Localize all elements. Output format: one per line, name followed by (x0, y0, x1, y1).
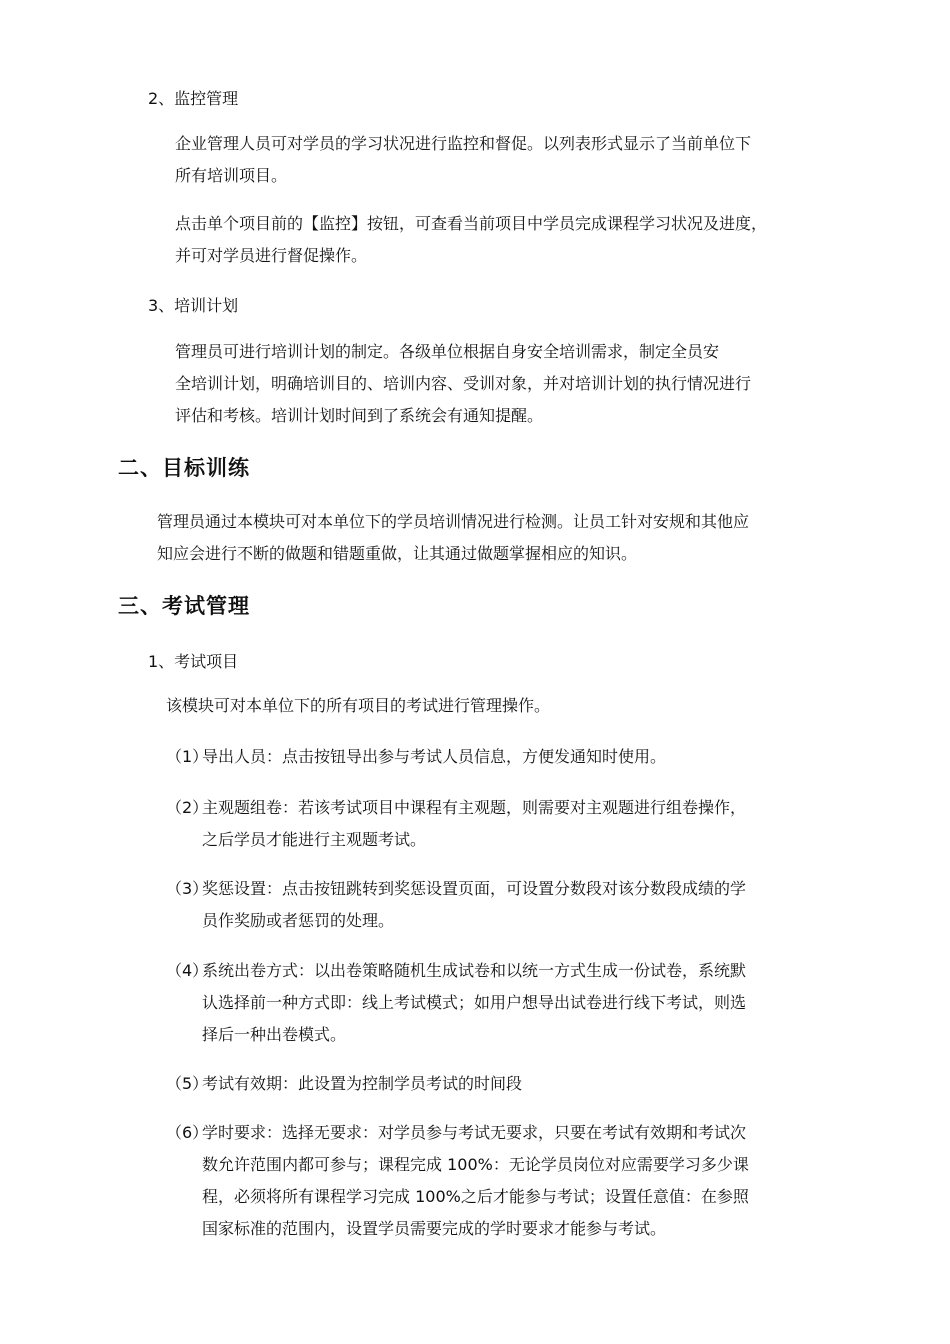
text-line: 员作奖励或者惩罚的处理。 (202, 911, 395, 930)
text-line: 奖惩设置：点击按钮跳转到奖惩设置页面，可设置分数段对该分数段成绩的学 (202, 879, 747, 898)
chapter-heading-target-training: 二、目标训练 (118, 456, 250, 480)
text-line: 知应会进行不断的做题和错题重做，让其通过做题掌握相应的知识。 (157, 544, 638, 563)
list-item (166, 792, 746, 856)
text-line: 管理员通过本模块可对本单位下的学员培训情况进行检测。让员工针对安规和其他应 (157, 512, 750, 531)
text-line: 考试有效期：此设置为控制学员考试的时间段 (202, 1074, 523, 1093)
item-number: （3） (166, 879, 209, 898)
item-number: （2） (166, 798, 209, 817)
paragraph-target-training (157, 506, 749, 570)
text-line: 管理员可进行培训计划的制定。各级单位根据自身安全培训需求，制定全员安 (175, 342, 720, 361)
list-item (166, 741, 666, 773)
text-line: 认选择前一种方式即：线上考试模式；如用户想导出试卷进行线下考试，则选 (202, 993, 747, 1012)
item-number: （1） (166, 747, 209, 766)
text-line: 导出人员：点击按钮导出参与考试人员信息，方便发通知时使用。 (202, 747, 667, 766)
text-line: 系统出卷方式：以出卷策略随机生成试卷和以统一方式生成一份试卷，系统默 (202, 961, 747, 980)
text-line: 国家标准的范围内，设置学员需要完成的学时要求才能参与考试。 (202, 1219, 667, 1238)
section-heading-exam-project: 1、考试项目 (148, 652, 239, 671)
text-line: 数允许范围内都可参与；课程完成 100%：无论学员岗位对应需要学习多少课 (202, 1155, 749, 1174)
text-line: 程，必须将所有课程学习完成 100%之后才能参与考试；设置任意值：在参照 (202, 1187, 749, 1206)
text-line: 学时要求：选择无要求：对学员参与考试无要求，只要在考试有效期和考试次 (202, 1123, 747, 1142)
text-line: 点击单个项目前的【监控】按钮，可查看当前项目中学员完成课程学习状况及进度， (175, 214, 768, 233)
item-number: （5） (166, 1074, 209, 1093)
list-item (166, 1068, 522, 1100)
text-line: 并可对学员进行督促操作。 (175, 246, 368, 265)
text-line: 全培训计划，明确培训目的、培训内容、受训对象，并对培训计划的执行情况进行 (175, 374, 752, 393)
paragraph-monitoring-2 (175, 208, 767, 272)
text-line: 之后学员才能进行主观题考试。 (202, 830, 427, 849)
paragraph-monitoring-1 (175, 128, 751, 192)
item-number: （4） (166, 961, 209, 980)
paragraph-training-plan (175, 336, 751, 432)
section-heading-monitoring: 2、监控管理 (148, 89, 239, 108)
chapter-heading-exam-management: 三、考试管理 (118, 594, 250, 618)
text-line: 评估和考核。培训计划时间到了系统会有通知提醒。 (175, 406, 544, 425)
item-number: （6） (166, 1123, 209, 1142)
paragraph-exam-intro: 该模块可对本单位下的所有项目的考试进行管理操作。 (166, 696, 551, 715)
section-heading-training-plan: 3、培训计划 (148, 296, 239, 315)
text-line: 择后一种出卷模式。 (202, 1025, 347, 1044)
list-item (166, 955, 746, 1051)
text-line: 主观题组卷：若该考试项目中课程有主观题，则需要对主观题进行组卷操作， (202, 798, 747, 817)
text-line: 企业管理人员可对学员的学习状况进行监控和督促。以列表形式显示了当前单位下 (175, 134, 752, 153)
text-line: 所有培训项目。 (175, 166, 288, 185)
list-item (166, 873, 746, 937)
list-item (166, 1117, 749, 1245)
